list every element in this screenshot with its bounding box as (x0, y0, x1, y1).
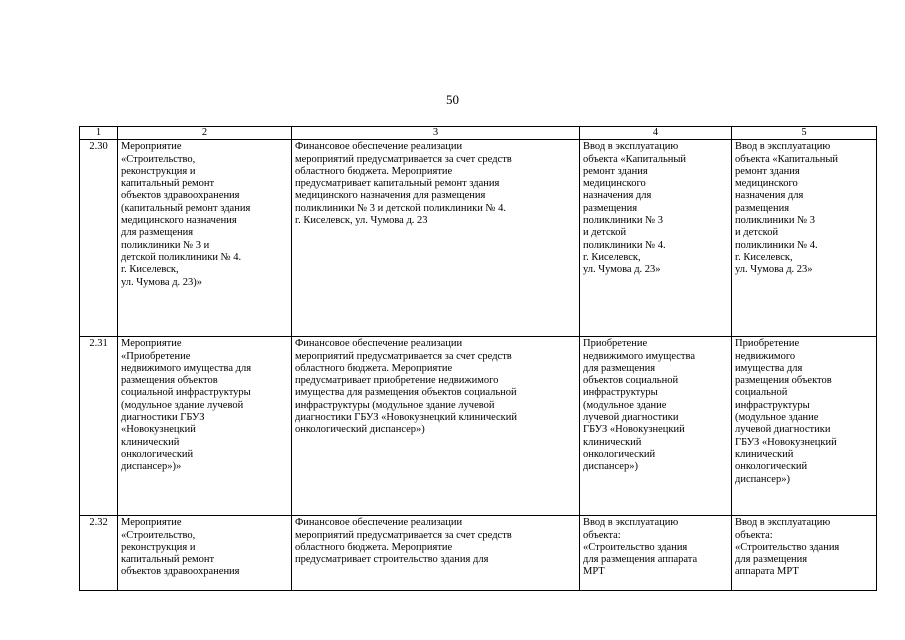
measure-name-cell: Мероприятие «Приобретение недвижимого имущества для размещения объектов социальной инфраструктуры (модульное здание лучевой диагностики ГБУЗ «Новокузнецкий клинический онкологический диспансер»)» (118, 337, 292, 516)
indicator-cell: Ввод в эксплуатацию объекта: «Строительство здания для размещения аппарата МРТ (732, 516, 877, 591)
column-header: 5 (732, 127, 877, 140)
indicator-cell: Приобретение недвижимого имущества для размещения объектов социальной инфраструктуры (модульное здание лучевой диагностики ГБУЗ «Новокузнецкий клинический онкологический диспансер») (732, 337, 877, 516)
row-number: 2.30 (80, 140, 118, 337)
column-header: 1 (80, 127, 118, 140)
table-row (80, 337, 877, 516)
financing-description-cell: Финансовое обеспечение реализации мероприятий предусматривается за счет средств областного бюджета. Мероприятие предусматривает капитальный ремонт здания медицинского назначения для размещения поликлиники № 3 и детской поликлиники № 4. г. Киселевск, ул. Чумова д. 23 (292, 140, 580, 337)
financing-description-cell: Финансовое обеспечение реализации мероприятий предусматривается за счет средств областного бюджета. Мероприятие предусматривает приобретение недвижимого имущества для размещения объектов социальной инфраструктуры (модульное здание лучевой диагностики ГБУЗ «Новокузнецкий клинический онкологический диспансер») (292, 337, 580, 516)
expected-result-cell: Приобретение недвижимого имущества для размещения объектов социальной инфраструктуры (модульное здание лучевой диагностики ГБУЗ «Новокузнецкий клинический онкологический диспансер») (580, 337, 732, 516)
table-row (80, 140, 877, 337)
column-header: 4 (580, 127, 732, 140)
indicator-cell: Ввод в эксплуатацию объекта «Капитальный ремонт здания медицинского назначения для размещения поликлиники № 3 и детской поликлиники № 4. г. Киселевск, ул. Чумова д. 23» (732, 140, 877, 337)
column-header: 2 (118, 127, 292, 140)
measure-name-cell: Мероприятие «Строительство, реконструкция и капитальный ремонт объектов здравоохранения (118, 516, 292, 591)
table-row (80, 516, 877, 591)
column-header: 3 (292, 127, 580, 140)
expected-result-cell: Ввод в эксплуатацию объекта: «Строительство здания для размещения аппарата МРТ (580, 516, 732, 591)
expected-result-cell: Ввод в эксплуатацию объекта «Капитальный ремонт здания медицинского назначения для размещения поликлиники № 3 и детской поликлиники № 4. г. Киселевск, ул. Чумова д. 23» (580, 140, 732, 337)
table-header-row (80, 127, 877, 140)
row-number: 2.32 (80, 516, 118, 591)
measures-table (79, 126, 877, 591)
row-number: 2.31 (80, 337, 118, 516)
page-number: 50 (446, 92, 459, 107)
measure-name-cell: Мероприятие «Строительство, реконструкция и капитальный ремонт объектов здравоохранения (капитальный ремонт здания медицинского назначения для размещения поликлиники № 3 и детской поликлиники № 4. г. Киселевск, ул. Чумова д. 23)» (118, 140, 292, 337)
financing-description-cell: Финансовое обеспечение реализации мероприятий предусматривается за счет средств областного бюджета. Мероприятие предусматривает строительство здания для (292, 516, 580, 591)
